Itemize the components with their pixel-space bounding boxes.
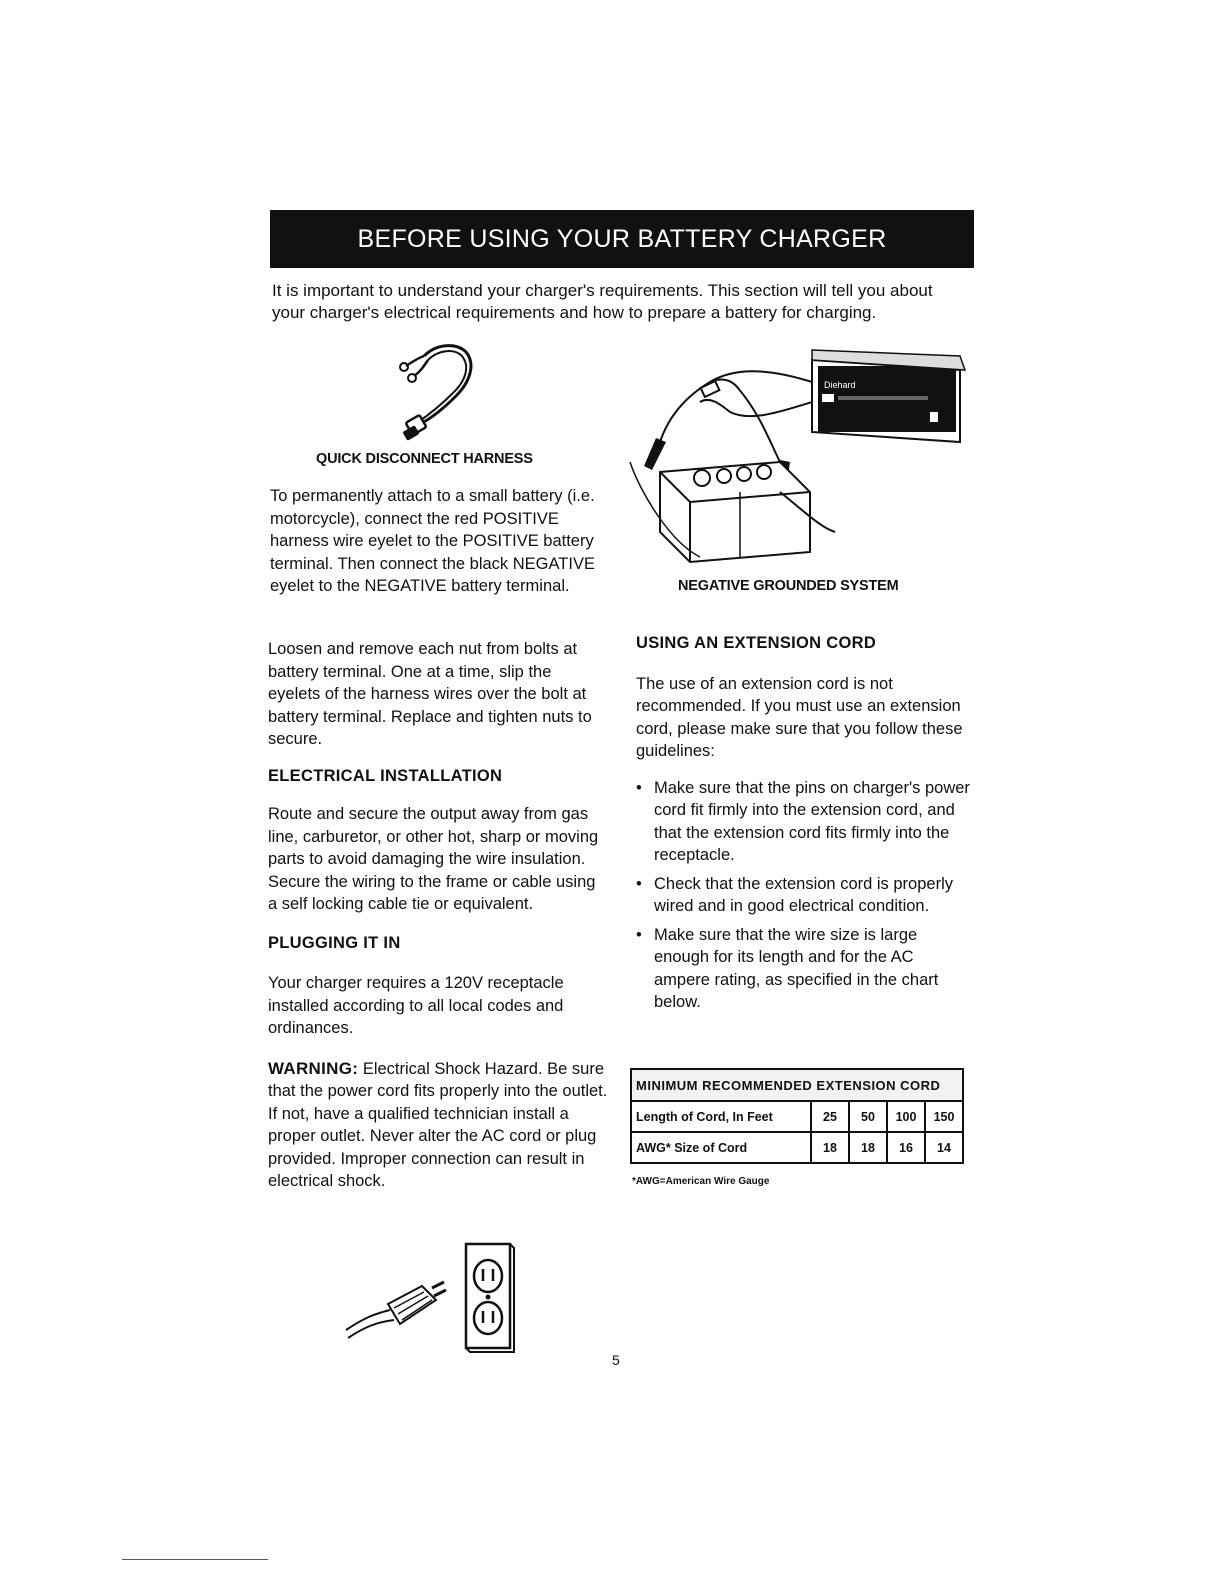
table-title: MINIMUM RECOMMENDED EXTENSION CORD: [631, 1069, 963, 1101]
row-label-awg: AWG* Size of Cord: [631, 1132, 811, 1163]
guideline-item: • Check that the extension cord is properly wired and in good electrical condition.: [636, 873, 971, 918]
warning-text: Electrical Shock Hazard. Be sure that the power cord fits properly into the outlet. If not, have a qualified technician install a proper outlet. Never alter the AC cord or plug provided. Improper connection can result in electrical shock.: [268, 1059, 608, 1190]
footer-rule: [122, 1559, 268, 1560]
extension-cord-table: [630, 1068, 964, 1164]
table-title-row: [631, 1069, 963, 1101]
left-column-body: [268, 638, 608, 1193]
awg-value: 18: [849, 1132, 887, 1163]
harness-caption: QUICK DISCONNECT HARNESS: [316, 451, 533, 467]
section-banner: BEFORE USING YOUR BATTERY CHARGER: [270, 210, 974, 268]
electrical-heading: ELECTRICAL INSTALLATION: [268, 766, 503, 785]
right-column-body: [636, 632, 971, 1020]
battery-charger-icon: [630, 342, 975, 572]
awg-value: 16: [887, 1132, 925, 1163]
harness-icon: [396, 338, 486, 443]
table-row: [631, 1101, 963, 1132]
electrical-paragraph: Route and secure the output away from gas line, carburetor, or other hot, sharp or moving parts to avoid damaging the wire insulation. Secure the wiring to the frame or cable using a self locking cable tie or equivalent.: [268, 805, 599, 913]
length-value: 150: [925, 1101, 963, 1132]
extension-heading: USING AN EXTENSION CORD: [636, 634, 877, 652]
left-column-harness-text: [270, 485, 610, 598]
extension-paragraph: The use of an extension cord is not recommended. If you must use an extension cord, please make sure that you follow these guidelines:: [636, 674, 963, 760]
plug-outlet-icon: [344, 1238, 519, 1358]
guideline-item: • Make sure that the wire size is large enough for its length and for the AC ampere rating, as specified in the chart below.: [636, 924, 971, 1014]
guideline-item: • Make sure that the pins on charger's power cord fit firmly into the extension cord, and that the extension cord fits firmly into the receptacle.: [636, 777, 971, 867]
harness-paragraph: To permanently attach to a small battery (i.e. motorcycle), connect the red POSITIVE harness wire eyelet to the POSITIVE battery terminal. Then connect the black NEGATIVE eyelet to the NEGATIVE battery terminal.: [270, 487, 595, 595]
page-number: 5: [612, 1352, 620, 1368]
loosen-paragraph: Loosen and remove each nut from bolts at battery terminal. One at a time, slip the eyelets of the harness wires over the bolt at battery terminal. Replace and tighten nuts to secure.: [268, 640, 592, 748]
table-footnote: *AWG=American Wire Gauge: [632, 1176, 770, 1187]
length-value: 50: [849, 1101, 887, 1132]
guidelines-list: [636, 777, 971, 1014]
intro-paragraph: It is important to understand your charger's requirements. This section will tell you about your charger's electrical requirements and how to prepare a battery for charging.: [272, 281, 933, 322]
system-caption: NEGATIVE GROUNDED SYSTEM: [678, 578, 899, 594]
awg-value: 14: [925, 1132, 963, 1163]
warning-label: WARNING:: [268, 1058, 359, 1078]
row-label-length: Length of Cord, In Feet: [631, 1101, 811, 1132]
length-value: 100: [887, 1101, 925, 1132]
length-value: 25: [811, 1101, 849, 1132]
charger-brand-label: Diehard: [824, 380, 856, 390]
awg-value: 18: [811, 1132, 849, 1163]
table-row: [631, 1132, 963, 1163]
warning-paragraph: [268, 1058, 608, 1193]
plugging-paragraph: Your charger requires a 120V receptacle installed according to all local codes and ordinances.: [268, 974, 564, 1037]
plugging-heading: PLUGGING IT IN: [268, 933, 401, 952]
